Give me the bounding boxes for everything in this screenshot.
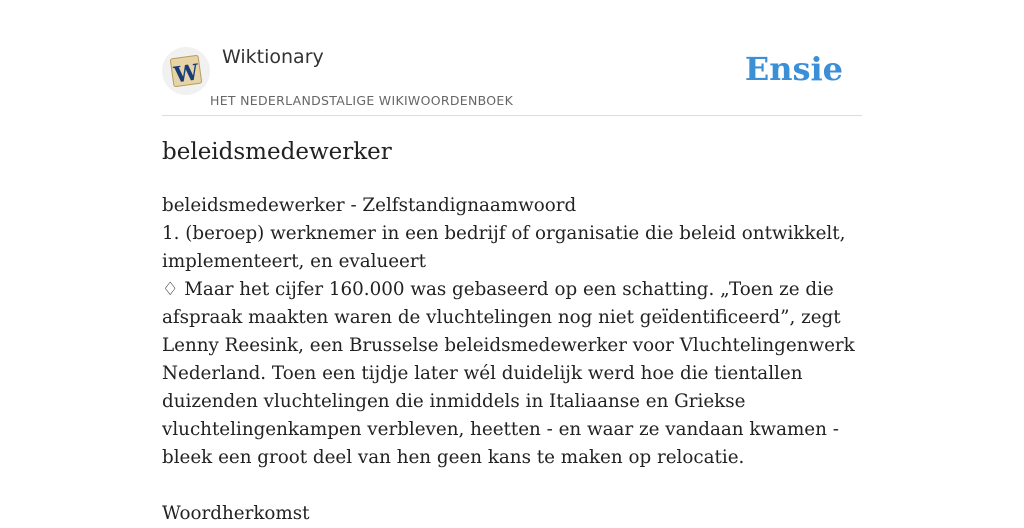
section-heading-etymology: Woordherkomst (162, 503, 310, 524)
logo-letter: W (172, 59, 201, 89)
entry-definition: 1. (beroep) werknemer in een bedrijf of organisatie die beleid ontwikkelt, implementeert, en evalueert (162, 223, 846, 272)
page-container (162, 0, 862, 524)
wiktionary-logo-icon[interactable] (162, 47, 210, 95)
site-header (162, 0, 862, 116)
entry-example: ♢ Maar het cijfer 160.000 was gebaseerd op een schatting. „Toen ze die afspraak maakten waren de vluchtelingen nog niet geïdentificeerd”, zegt Lenny Reesink, een Brusselse beleidsmedewerker voor Vluchtelingenwerk Nederland. Toen een tijdje later wél duidelijk werd hoe die tientallen duizenden vluchtelingen die inmiddels in Italiaanse en Griekse vluchtelingenkampen verbleven, heetten - en waar ze vandaan kwamen - bleek een groot deel van hen geen kans te maken op relocatie. (162, 279, 855, 468)
entry-heading: beleidsmedewerker - Zelfstandignaamwoord (162, 195, 577, 216)
site-tagline: HET NEDERLANDSTALIGE WIKIWOORDENBOEK (210, 93, 514, 108)
ensie-brand-link[interactable]: Ensie (744, 50, 843, 88)
entry-content (162, 192, 862, 528)
site-name[interactable]: Wiktionary (222, 46, 324, 68)
page-title: beleidsmedewerker (162, 139, 392, 165)
spacer (162, 472, 862, 500)
